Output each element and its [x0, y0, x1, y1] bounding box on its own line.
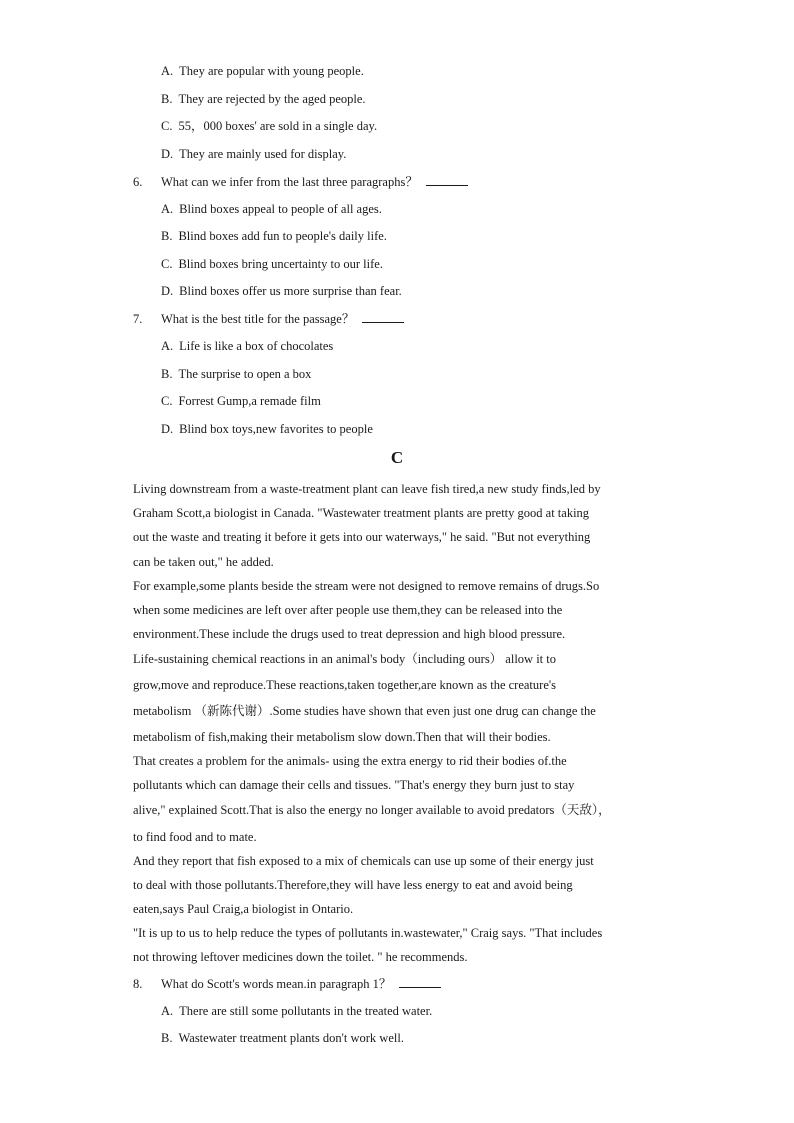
- option-key: D.: [161, 147, 174, 161]
- passage-line: can be taken out," he added.: [133, 555, 274, 569]
- option-key: B.: [161, 367, 173, 381]
- q5-option-b: [161, 91, 366, 107]
- option-key: C.: [161, 394, 173, 408]
- option-text: The surprise to open a box: [178, 367, 312, 381]
- question-number: 6.: [133, 175, 143, 189]
- q8-option-b: [161, 1030, 404, 1046]
- passage-line: metabolism （新陈代谢）.Some studies have shown that even just one drug can change the: [133, 704, 596, 718]
- option-text: Wastewater treatment plants don't work well.: [178, 1031, 404, 1045]
- question-text: What do Scott's words mean.in paragraph 1？: [161, 977, 392, 991]
- option-text: Blind box toys,new favorites to people: [179, 422, 373, 436]
- passage-line: environment.These include the drugs used to treat depression and high blood pressure.: [133, 627, 566, 641]
- option-text: Life is like a box of chocolates: [179, 339, 334, 353]
- passage-line: Living downstream from a waste-treatment plant can leave fish tired,a new study finds,led by: [133, 482, 601, 496]
- option-text: They are popular with young people.: [179, 64, 364, 78]
- q6-option-c: [161, 256, 383, 272]
- passage-line: alive," explained Scott.That is also the energy no longer available to avoid predators（天敌），: [133, 803, 611, 817]
- passage-line: not throwing leftover medicines down the toilet. " he recommends.: [133, 950, 468, 964]
- question-8: [133, 975, 441, 992]
- passage-line: to deal with those pollutants.Therefore,they will have less energy to eat and avoid being: [133, 878, 573, 892]
- option-key: B.: [161, 1031, 173, 1045]
- passage-line: That creates a problem for the animals- using the extra energy to rid their bodies of.the: [133, 754, 567, 768]
- answer-blank: [426, 173, 468, 186]
- option-key: B.: [161, 92, 173, 106]
- passage-line: Graham Scott,a biologist in Canada. "Wastewater treatment plants are pretty good at taking: [133, 506, 590, 520]
- q6-option-b: [161, 228, 387, 244]
- q6-option-a: [161, 201, 382, 217]
- passage-line: For example,some plants beside the stream were not designed to remove remains of drugs.So: [133, 579, 600, 593]
- passage-line: pollutants which can damage their cells and tissues. "That's energy they burn just to stay: [133, 778, 575, 792]
- option-key: A.: [161, 339, 174, 353]
- q7-option-b: [161, 366, 311, 382]
- q7-option-a: [161, 338, 333, 354]
- option-key: C.: [161, 257, 173, 271]
- option-text: They are rejected by the aged people.: [178, 92, 366, 106]
- q6-option-d: [161, 283, 402, 299]
- option-key: A.: [161, 64, 174, 78]
- q5-option-a: [161, 63, 364, 79]
- section-heading: C: [390, 448, 404, 467]
- option-text: Blind boxes add fun to people's daily life.: [178, 229, 387, 243]
- option-text: Blind boxes offer us more surprise than fear.: [179, 284, 402, 298]
- question-text: What can we infer from the last three paragraphs？: [161, 175, 418, 189]
- question-number: 8.: [133, 977, 143, 991]
- option-text: Blind boxes bring uncertainty to our life.: [178, 257, 383, 271]
- passage-line: when some medicines are left over after people use them,they can be released into the: [133, 603, 563, 617]
- q7-option-c: [161, 393, 321, 409]
- passage-line: grow,move and reproduce.These reactions,taken together,are known as the creature's: [133, 678, 556, 692]
- option-key: D.: [161, 422, 174, 436]
- option-text: They are mainly used for display.: [179, 147, 347, 161]
- option-key: C.: [161, 119, 173, 133]
- q7-option-d: [161, 421, 373, 437]
- passage-line: Life-sustaining chemical reactions in an animal's body（including ours） allow it to: [133, 652, 556, 666]
- question-6: [133, 173, 468, 190]
- q5-option-c: [161, 118, 377, 134]
- option-key: A.: [161, 202, 174, 216]
- passage-line: to find food and to mate.: [133, 830, 257, 844]
- answer-blank: [362, 310, 404, 323]
- option-text: Forrest Gump,a remade film: [178, 394, 321, 408]
- passage-line: out the waste and treating it before it gets into our waterways," he said. "But not everything: [133, 530, 591, 544]
- passage-line: "It is up to us to help reduce the types of pollutants in.wastewater," Craig says. "That includes: [133, 926, 603, 940]
- option-key: D.: [161, 284, 174, 298]
- passage-line: metabolism of fish,making their metabolism slow down.Then that will their bodies.: [133, 730, 551, 744]
- question-text: What is the best title for the passage？: [161, 312, 355, 326]
- answer-blank: [399, 975, 441, 988]
- option-text: 55，000 boxes' are sold in a single day.: [178, 119, 378, 133]
- q5-option-d: [161, 146, 346, 162]
- question-7: [133, 310, 404, 327]
- passage-line: And they report that fish exposed to a mix of chemicals can use up some of their energy just: [133, 854, 594, 868]
- option-text: Blind boxes appeal to people of all ages.: [179, 202, 382, 216]
- option-key: B.: [161, 229, 173, 243]
- option-text: There are still some pollutants in the treated water.: [179, 1004, 433, 1018]
- q8-option-a: [161, 1003, 432, 1019]
- option-key: A.: [161, 1004, 174, 1018]
- question-number: 7.: [133, 312, 143, 326]
- passage-line: eaten,says Paul Craig,a biologist in Ontario.: [133, 902, 354, 916]
